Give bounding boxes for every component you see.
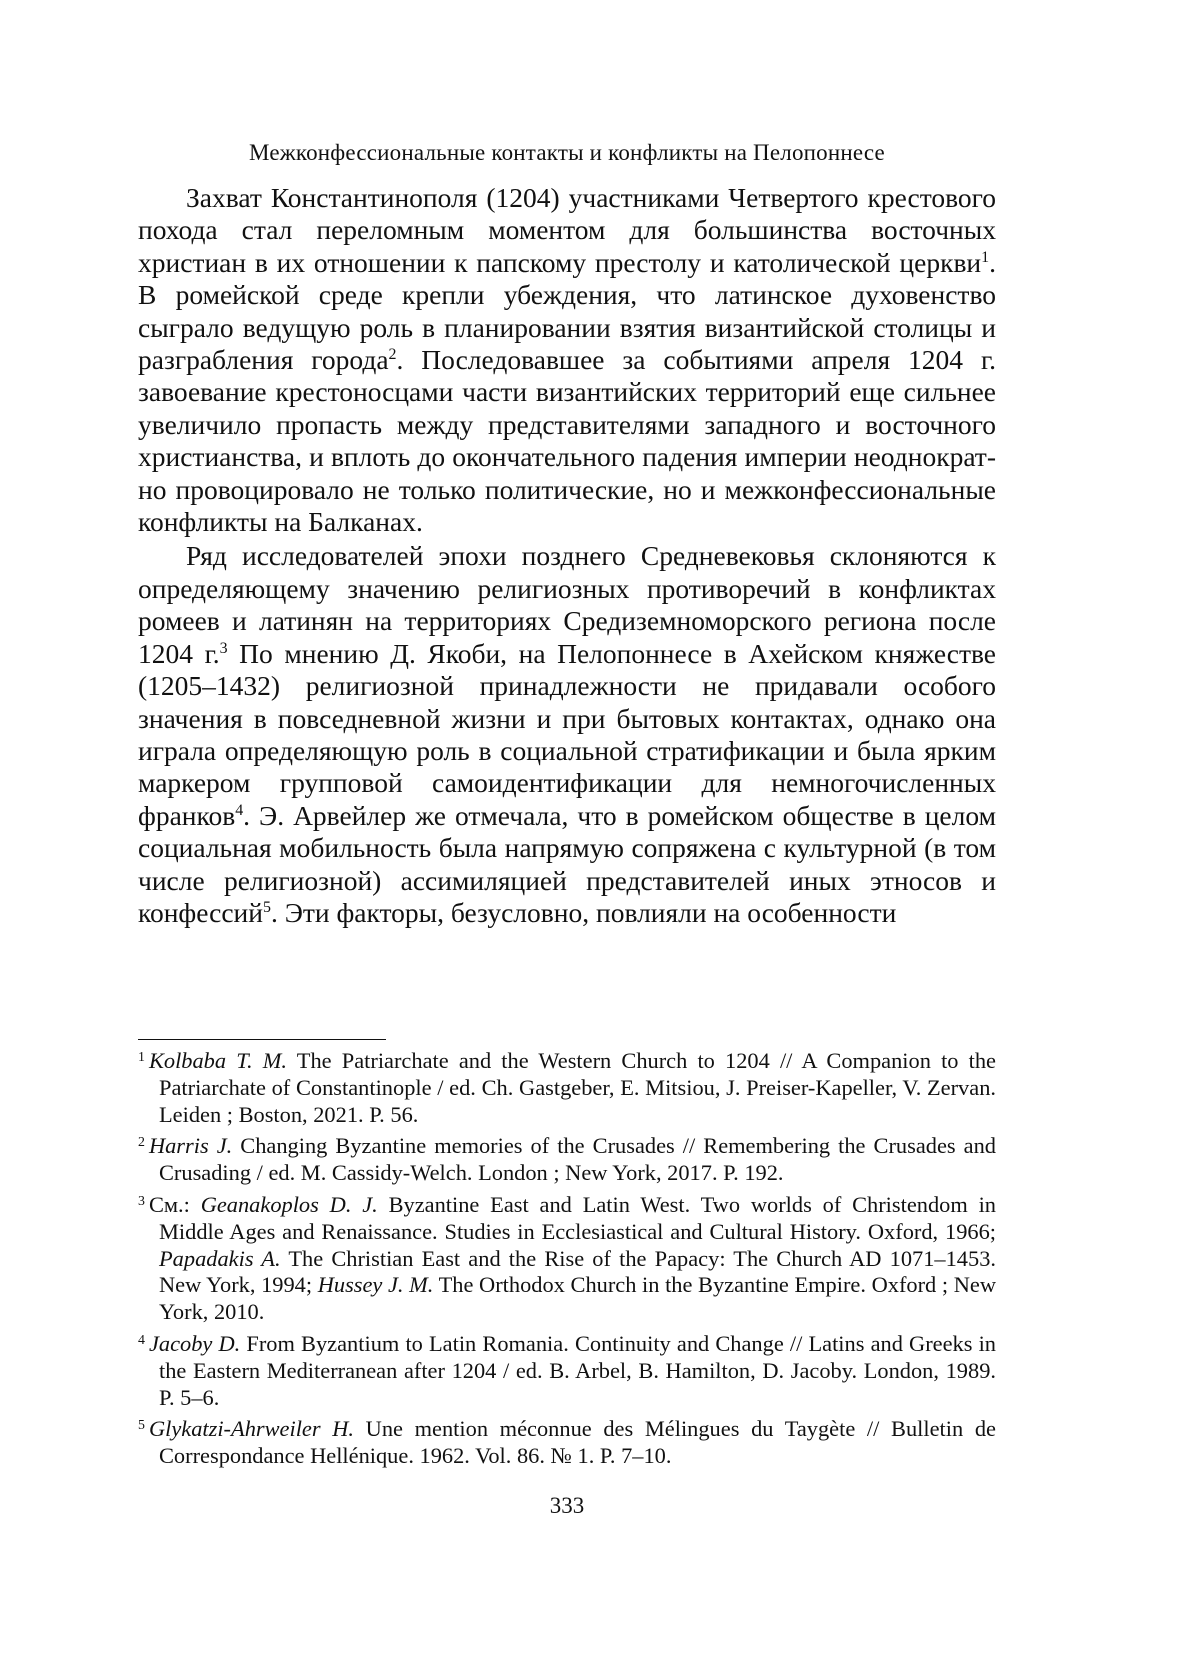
footnote-reference: 4 [235,801,244,819]
page-number: 333 [549,1493,585,1518]
footnote-number: 3 [138,1194,145,1210]
text-run: См.: [148,1191,201,1217]
text-run: The Orthodox Church in the Byzantine Empire. Oxford ; New York, 2010. [159,1272,996,1325]
footnote [138,1048,996,1128]
text-run: . Последовавшее за событиями апреля 1204 г. завоевание крестоносцами части византийских территорий еще сильнее увеличило пропасть между представителями западного и восточного христианства, и вплоть до окончательного падения империи неоднократно провоцировало не только политические, но и межконфессиональные конфликты на Балканах. [138,344,996,538]
footnote-reference: 1 [981,248,990,266]
footnotes-section [138,1048,996,1475]
footnote-reference: 2 [388,346,397,364]
text-run: . Эти факторы, безусловно, повлияли на особенности [270,896,897,928]
cited-author: Hussey J. M. [317,1272,434,1298]
footnote [138,1416,996,1470]
text-run: По мнению Д. Якоби, на Пелопоннесе в Ахейском княжестве (1205–1432) религиозной принадлежности не придавали особого значения в повседневной жизни и при бытовых контактах, однако она играла определяющую роль в социальной стратификации и была ярким маркером групповой самоидентификации для немногочисленных франков [138,637,996,831]
cited-author: Geanakoplos D. J. [200,1191,378,1217]
footnote-number: 1 [138,1050,145,1066]
footnote-separator [138,1039,386,1040]
text-run: The Patriarchate and the Western Church to 1204 // A Companion to the Patriarchate of Constantinople / ed. Ch. Gastgeber, E. Mitsiou, J. Preiser-Kapeller, V. Zervan. Leiden ; Boston, 2021. P. 56. [159,1048,996,1127]
footnote [138,1331,996,1411]
footnote-reference: 5 [263,899,271,917]
text-run: Захват Константинополя (1204) участниками Четвертого крестового похода стал переломным моментом для большинства восточных христиан в их отношении к папскому престолу и католической церкви [138,182,996,278]
footnote [138,1192,996,1326]
text-run: Une mention méconnue des Mélingues du Taygète // Bulletin de Correspondance Hellénique. 1962. Vol. 86. № 1. P. 7–10. [159,1416,996,1469]
footnote-number: 2 [138,1135,145,1151]
cited-author: Glykatzi-Ahrweiler H. [148,1416,354,1442]
body-text [138,182,996,929]
running-head: Межконфессиональные контакты и конфликты на Пелопоннесе [249,140,885,165]
footnote-reference: 3 [219,639,228,657]
body-paragraph [138,540,996,929]
text-run: Byzantine East and Latin West. Two worlds of Christendom in Middle Ages and Renaissance. Studies in Ecclesiastical and Cultural History. Oxford, 1966; [159,1191,997,1244]
text-run: The Christian East and the Rise of the Papacy: The Church AD 1071–1453. New York, 1994; [159,1245,996,1298]
text-run: From Byzantium to Latin Romania. Continuity and Change // Latins and Greeks in the Eastern Mediterranean after 1204 / ed. B. Arbel, B. Hamilton, D. Jacoby. London, 1989. P. 5–6. [159,1330,997,1410]
footnote-number: 5 [138,1418,145,1434]
text-run: Changing Byzantine memories of the Crusades // Remembering the Crusades and Crusading / ed. M. Cassidy-Welch. London ; New York, 2017. P. 192. [159,1133,996,1186]
text-run: . Э. Арвейлер же отмечала, что в ромейском обществе в целом социальная мобильность была напрямую сопряжена с культурной (в том числе религиозной) ассимиляцией представителей иных этносов и конфессий [138,799,996,928]
cited-author: Kolbaba T. M. [148,1048,288,1073]
cited-author: Harris J. [148,1133,233,1159]
body-paragraph [138,182,996,538]
cited-author: Papadakis A. [159,1245,281,1271]
text-run: Ряд исследователей эпохи позднего Средневековья склоняются к определяющему значению религиозных противоречий в конфликтах ромеев и латинян на территориях Средиземноморского региона после 1204 г. [138,540,996,669]
cited-author: Jacoby D. [148,1330,241,1356]
footnote [138,1133,996,1187]
footnote-number: 4 [138,1333,145,1349]
text-run: . В ромейской среде крепли убеждения, что латинское духовенство сыграло ведущую роль в планировании взятия византийской столицы и разграбления города [138,246,996,376]
